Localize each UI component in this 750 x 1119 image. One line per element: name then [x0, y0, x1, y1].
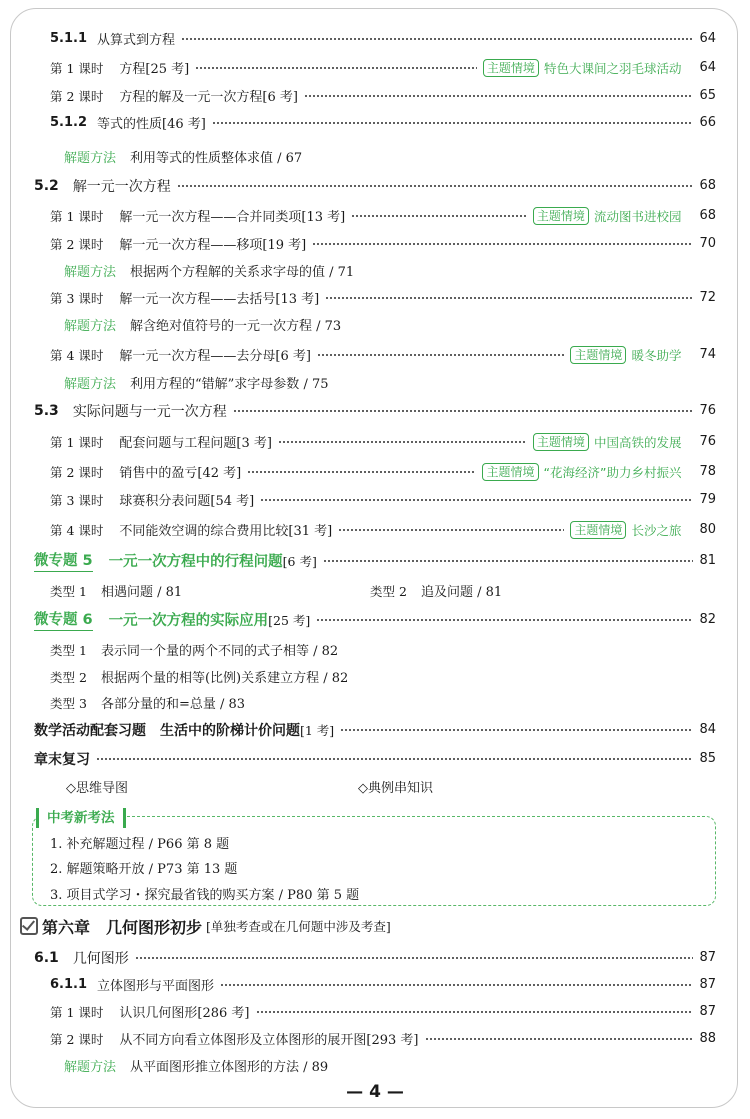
- theme-tag: 主题情境: [483, 59, 539, 77]
- toc-lesson[interactable]: [0, 998, 716, 1025]
- special-topic-label: 微专题 5: [34, 549, 93, 572]
- page-ref: 84: [699, 722, 716, 737]
- type-text: 表示同一个量的两个不同的式子相等 / 82: [100, 644, 339, 659]
- section-title: 实际问题与一元一次方程: [72, 403, 227, 420]
- lesson-number: 第 3 课时: [50, 492, 104, 508]
- page-ref: 68: [699, 208, 716, 223]
- section-number: 5.1.1: [50, 31, 88, 46]
- theme-text: 长沙之旅: [631, 522, 682, 538]
- method-label: 解题方法: [64, 1060, 117, 1075]
- section-number: 5.3: [34, 402, 59, 419]
- exam-item[interactable]: 2. 解题策略开放 / P73 第 13 题: [50, 862, 238, 877]
- section-title: 解一元一次方程: [72, 178, 171, 195]
- lesson-title: 销售中的盈亏[42 考]: [119, 466, 242, 481]
- lesson-number: 第 2 课时: [50, 464, 104, 480]
- toc-lesson[interactable]: [0, 341, 716, 368]
- special-topic-title: 一元一次方程的实际应用: [108, 613, 269, 629]
- lesson-number: 第 1 课时: [50, 60, 104, 76]
- toc-lesson[interactable]: [0, 230, 716, 257]
- theme-text: 中国高铁的发展: [593, 434, 682, 450]
- section-title: 立体图形与平面图形: [97, 979, 215, 994]
- lesson-number: 第 3 课时: [50, 290, 104, 306]
- toc-lesson[interactable]: [0, 54, 716, 81]
- toc-special-topic-6[interactable]: [0, 606, 716, 633]
- dot-leader: [233, 410, 694, 412]
- exam-item[interactable]: 1. 补充解题过程 / P66 第 8 题: [50, 837, 230, 852]
- dot-leader: [338, 529, 564, 531]
- dot-leader: [351, 215, 527, 217]
- review-item-examples[interactable]: ◇典例串知识: [358, 781, 433, 796]
- dot-leader: [325, 297, 693, 299]
- type-text: 根据两个量的相等(比例)关系建立方程 / 82: [100, 671, 349, 686]
- method-label: 解题方法: [64, 377, 117, 392]
- type-item[interactable]: [50, 667, 348, 686]
- section-title: 等式的性质[46 考]: [97, 117, 206, 132]
- toc-method[interactable]: [0, 257, 716, 284]
- dot-leader: [316, 619, 693, 621]
- dot-leader: [256, 1011, 694, 1013]
- toc-activity[interactable]: [0, 716, 716, 743]
- toc-section-5-1-1[interactable]: [0, 25, 716, 52]
- exam-count: [1 考]: [300, 722, 335, 738]
- type-label: 类型 2: [50, 670, 87, 685]
- chapter-title: 第六章 几何图形初步: [42, 917, 203, 937]
- type-label: 类型 3: [50, 696, 87, 711]
- type-text: 各部分量的和=总量 / 83: [100, 697, 246, 712]
- lesson-number: 第 2 课时: [50, 1031, 104, 1047]
- theme-tag: 主题情境: [533, 433, 589, 451]
- theme-text: “花海经济”助力乡村振兴: [543, 464, 682, 480]
- method-title: 解含绝对值符号的一元一次方程 / 73: [130, 319, 342, 334]
- dot-leader: [317, 354, 564, 356]
- toc-lesson[interactable]: [0, 82, 716, 109]
- type-label: 类型 2: [370, 584, 407, 599]
- page-ref: 87: [699, 1004, 716, 1019]
- dot-leader: [304, 95, 693, 97]
- page-ref: 87: [699, 950, 716, 965]
- toc-section-5-1-2[interactable]: [0, 109, 716, 136]
- method-title: 根据两个方程解的关系求字母的值 / 71: [130, 265, 355, 280]
- exam-new-methods-title: 中考新考法: [36, 808, 126, 828]
- method-title: 从平面图形推立体图形的方法 / 89: [130, 1060, 329, 1075]
- dot-leader: [96, 758, 693, 760]
- toc-special-topic-5[interactable]: [0, 547, 716, 574]
- toc-method[interactable]: [0, 1052, 716, 1079]
- toc-section-6-1-1[interactable]: [0, 971, 716, 998]
- toc-method[interactable]: [0, 311, 716, 338]
- lesson-number: 第 1 课时: [50, 1004, 104, 1020]
- dot-leader: [312, 243, 693, 245]
- toc-method[interactable]: [0, 143, 716, 170]
- exam-count: [25 考]: [268, 612, 311, 628]
- page-ref: 72: [699, 290, 716, 305]
- type-item[interactable]: [370, 581, 502, 600]
- section-number: 5.1.2: [50, 115, 88, 130]
- toc-chapter-review[interactable]: [0, 745, 716, 772]
- theme-tag: 主题情境: [570, 521, 626, 539]
- exam-item[interactable]: 3. 项目式学习・探究最省钱的购买方案 / P80 第 5 题: [50, 888, 360, 903]
- page-ref: 70: [699, 236, 716, 251]
- chapter-heading[interactable]: [20, 912, 391, 940]
- page-ref: 80: [699, 522, 716, 537]
- type-text: 相遇问题 / 81: [100, 585, 183, 600]
- toc-lesson[interactable]: [0, 1025, 716, 1052]
- section-number: 6.1: [34, 949, 59, 966]
- dot-leader: [212, 122, 694, 124]
- dot-leader: [220, 984, 693, 986]
- lesson-title: 方程[25 考]: [119, 62, 190, 77]
- dot-leader: [260, 499, 693, 501]
- section-number: 5.2: [34, 177, 59, 194]
- toc-lesson[interactable]: [0, 516, 716, 543]
- lesson-title: 不同能效空调的综合费用比较[31 考]: [119, 524, 333, 539]
- page-ref: 78: [699, 464, 716, 479]
- type-label: 类型 1: [50, 643, 87, 658]
- section-title: 从算式到方程: [97, 33, 176, 48]
- page-ref: 81: [699, 553, 716, 568]
- dot-leader: [323, 560, 694, 562]
- dot-leader: [425, 1038, 694, 1040]
- toc-method[interactable]: [0, 369, 716, 396]
- type-item[interactable]: [50, 693, 245, 712]
- page-ref: 85: [699, 751, 716, 766]
- page-ref: 74: [699, 347, 716, 362]
- toc-lesson[interactable]: [0, 486, 716, 513]
- exam-count: [6 考]: [282, 553, 317, 569]
- lesson-title: 解一元一次方程——移项[19 考]: [119, 238, 307, 253]
- lesson-title: 解一元一次方程——去分母[6 考]: [119, 349, 311, 364]
- toc-lesson[interactable]: [0, 202, 716, 229]
- chapter-note: [单独考查或在几何题中涉及考查]: [206, 919, 391, 934]
- theme-text: 特色大课间之羽毛球活动: [543, 60, 682, 76]
- toc-lesson[interactable]: [0, 428, 716, 455]
- toc-section-6-1[interactable]: [0, 944, 716, 971]
- page-number: — 4 —: [346, 1082, 404, 1102]
- type-text: 追及问题 / 81: [420, 585, 503, 600]
- lesson-number: 第 2 课时: [50, 236, 104, 252]
- page-ref: 68: [699, 178, 716, 193]
- special-topic-label: 微专题 6: [34, 608, 93, 631]
- lesson-title: 解一元一次方程——合并同类项[13 考]: [119, 210, 346, 225]
- section-number: 6.1.1: [50, 977, 88, 992]
- lesson-number: 第 1 课时: [50, 208, 104, 224]
- dot-leader: [177, 185, 694, 187]
- toc-section-5-3[interactable]: [0, 397, 716, 424]
- page-ref: 82: [699, 612, 716, 627]
- special-topic-title: 一元一次方程中的行程问题: [108, 554, 283, 570]
- toc-section-5-2[interactable]: [0, 172, 716, 199]
- review-title: 章末复习: [34, 751, 90, 768]
- lesson-title: 配套问题与工程问题[3 考]: [119, 436, 272, 451]
- theme-tag: 主题情境: [533, 207, 589, 225]
- toc-lesson[interactable]: [0, 458, 716, 485]
- type-item[interactable]: [50, 640, 338, 659]
- lesson-title: 从不同方向看立体图形及立体图形的展开图[293 考]: [119, 1033, 419, 1048]
- theme-tag: 主题情境: [570, 346, 626, 364]
- dot-leader: [135, 957, 694, 959]
- dot-leader: [195, 67, 477, 69]
- page-ref: 76: [699, 434, 716, 449]
- method-label: 解题方法: [64, 319, 117, 334]
- theme-text: 流动图书进校园: [593, 208, 682, 224]
- page-ref: 79: [699, 492, 716, 507]
- activity-title: 数学活动配套习题 生活中的阶梯计价问题: [34, 722, 300, 739]
- method-title: 利用等式的性质整体求值 / 67: [130, 151, 303, 166]
- toc-lesson[interactable]: [0, 284, 716, 311]
- lesson-title: 解一元一次方程——去括号[13 考]: [119, 292, 320, 307]
- page-ref: 88: [699, 1031, 716, 1046]
- dot-leader: [247, 471, 476, 473]
- dot-leader: [278, 441, 527, 443]
- lesson-number: 第 2 课时: [50, 88, 104, 104]
- review-item-mindmap[interactable]: ◇思维导图: [66, 781, 128, 796]
- method-label: 解题方法: [64, 151, 117, 166]
- dot-leader: [181, 38, 693, 40]
- section-title: 几何图形: [72, 950, 129, 967]
- method-title: 利用方程的“错解”求字母参数 / 75: [130, 377, 329, 392]
- checkbox-icon: [20, 917, 38, 935]
- lesson-title: 球赛积分表问题[54 考]: [119, 494, 255, 509]
- page-ref: 66: [699, 115, 716, 130]
- page-ref: 65: [699, 88, 716, 103]
- page-ref: 64: [699, 31, 716, 46]
- type-label: 类型 1: [50, 584, 87, 599]
- lesson-number: 第 4 课时: [50, 347, 104, 363]
- type-item[interactable]: [50, 581, 182, 600]
- theme-text: 暖冬助学: [631, 347, 682, 363]
- lesson-title: 认识几何图形[286 考]: [119, 1006, 250, 1021]
- lesson-title: 方程的解及一元一次方程[6 考]: [119, 90, 298, 105]
- theme-tag: 主题情境: [482, 463, 538, 481]
- page-ref: 87: [699, 977, 716, 992]
- lesson-number: 第 1 课时: [50, 434, 104, 450]
- dot-leader: [340, 729, 693, 731]
- page-ref: 64: [699, 60, 716, 75]
- page-ref: 76: [699, 403, 716, 418]
- method-label: 解题方法: [64, 265, 117, 280]
- lesson-number: 第 4 课时: [50, 522, 104, 538]
